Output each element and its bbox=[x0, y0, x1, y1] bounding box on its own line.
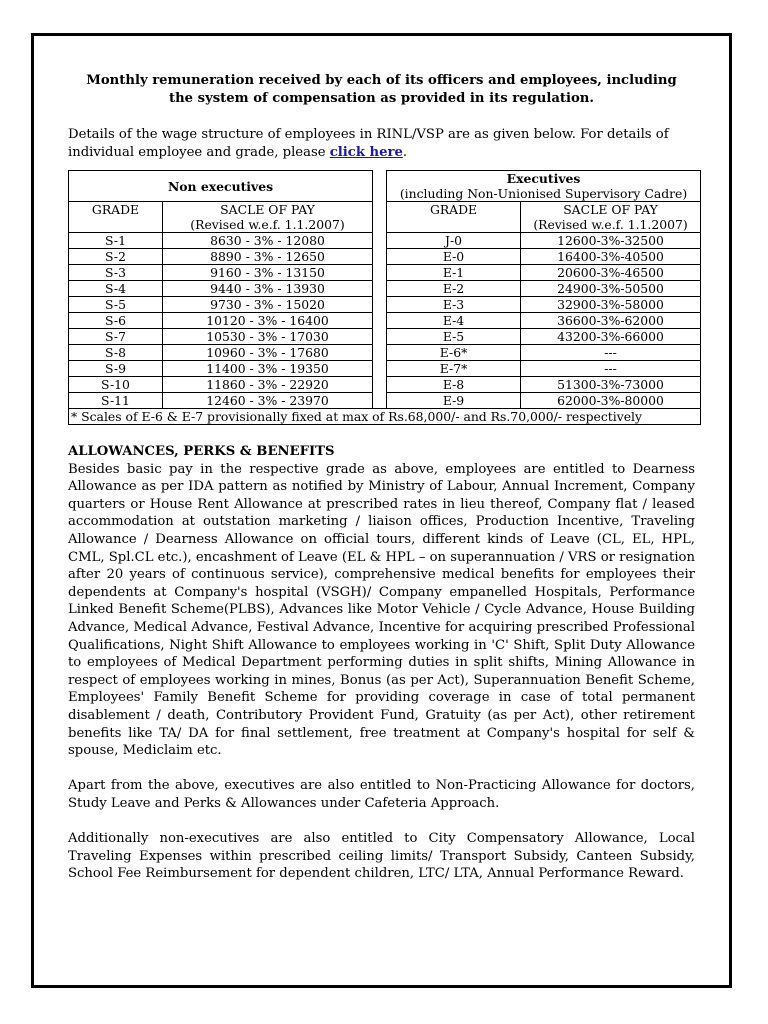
table-header-row-2 bbox=[69, 202, 701, 233]
executives-header bbox=[387, 171, 701, 202]
table-row bbox=[69, 361, 701, 377]
column-gap bbox=[373, 297, 387, 313]
non-exec-scale-cell: 11400 - 3% - 19350 bbox=[163, 361, 373, 377]
column-gap bbox=[373, 313, 387, 329]
non-exec-scale-cell: 9440 - 3% - 13930 bbox=[163, 281, 373, 297]
non-exec-grade-cell: S-3 bbox=[69, 265, 163, 281]
exec-scale-cell: 20600-3%-46500 bbox=[521, 265, 701, 281]
exec-grade-header: GRADE bbox=[387, 202, 521, 233]
non-exec-grade-cell: S-7 bbox=[69, 329, 163, 345]
exec-grade-cell: E-9 bbox=[387, 393, 521, 409]
table-row bbox=[69, 265, 701, 281]
table-header-row-1 bbox=[69, 171, 701, 202]
non-exec-scale-cell: 12460 - 3% - 23970 bbox=[163, 393, 373, 409]
exec-scale-cell: 16400-3%-40500 bbox=[521, 249, 701, 265]
exec-grade-cell: E-4 bbox=[387, 313, 521, 329]
non-exec-scale-cell: 8630 - 3% - 12080 bbox=[163, 233, 373, 249]
non-exec-scale-cell: 11860 - 3% - 22920 bbox=[163, 377, 373, 393]
column-gap bbox=[373, 249, 387, 265]
column-gap bbox=[373, 202, 387, 233]
executives-title: Executives bbox=[506, 171, 581, 186]
exec-grade-cell: E-3 bbox=[387, 297, 521, 313]
page-frame bbox=[31, 33, 732, 988]
exec-grade-cell: E-1 bbox=[387, 265, 521, 281]
non-exec-scale-header bbox=[163, 202, 373, 233]
exec-scale-cell: 12600-3%-32500 bbox=[521, 233, 701, 249]
non-exec-scale-cell: 10530 - 3% - 17030 bbox=[163, 329, 373, 345]
column-gap bbox=[373, 281, 387, 297]
column-gap bbox=[373, 171, 387, 202]
non-exec-scale-cell: 9160 - 3% - 13150 bbox=[163, 265, 373, 281]
non-executives-header: Non executives bbox=[69, 171, 373, 202]
non-exec-scale-cell: 9730 - 3% - 15020 bbox=[163, 297, 373, 313]
allowances-heading: ALLOWANCES, PERKS & BENEFITS bbox=[68, 444, 335, 459]
exec-grade-cell: E-6* bbox=[387, 345, 521, 361]
intro-end: . bbox=[402, 145, 408, 160]
exec-scale-cell: 62000-3%-80000 bbox=[521, 393, 701, 409]
executives-subtitle: (including Non-Unionised Supervisory Cadre) bbox=[399, 186, 688, 201]
exec-scale-cell: --- bbox=[521, 345, 701, 361]
revised-label: (Revised w.e.f. 1.1.2007) bbox=[533, 217, 688, 232]
revised-label: (Revised w.e.f. 1.1.2007) bbox=[190, 217, 345, 232]
table-footnote: * Scales of E-6 & E-7 provisionally fixed at max of Rs.68,000/- and Rs.70,000/- respectively bbox=[69, 409, 701, 425]
column-gap bbox=[373, 329, 387, 345]
exec-grade-cell: E-7* bbox=[387, 361, 521, 377]
scale-label: SACLE OF PAY bbox=[220, 202, 315, 217]
exec-scale-cell: 24900-3%-50500 bbox=[521, 281, 701, 297]
exec-scale-header bbox=[521, 202, 701, 233]
column-gap bbox=[373, 345, 387, 361]
non-exec-grade-cell: S-9 bbox=[69, 361, 163, 377]
column-gap bbox=[373, 233, 387, 249]
non-exec-grade-cell: S-11 bbox=[69, 393, 163, 409]
column-gap bbox=[373, 265, 387, 281]
table-row bbox=[69, 249, 701, 265]
intro-text: Details of the wage structure of employees in RINL/VSP are as given below. For details of individual employee and grade, please bbox=[68, 127, 669, 160]
exec-scale-cell: --- bbox=[521, 361, 701, 377]
wage-structure-table bbox=[68, 170, 701, 425]
exec-grade-cell: E-5 bbox=[387, 329, 521, 345]
column-gap bbox=[373, 393, 387, 409]
table-row bbox=[69, 313, 701, 329]
benefits-paragraph-1: Besides basic pay in the respective grade as above, employees are entitled to Dearness Allowance as per IDA pattern as notified by Ministry of Labour, Annual Increment, Company quarters or House Rent Allowance at prescribed rates in lieu thereof, Company flat / leased accommodation at outstation marketing / liaison offices, Production Incentive, Traveling Allowance / Dearness Allowance on official tours, different kinds of Leave (CL, EL, HPL, CML, Spl.CL etc.), encashment of Leave (EL & HPL – on superannuation / VRS or resignation after 20 years of continuous service), comprehensive medical benefits for employees their dependents at Company's hospital (VSGH)/ Company empanelled Hospitals, Performance Linked Benefit Scheme(PLBS), Advances like Motor Vehicle / Cycle Advance, House Building Advance, Medical Advance, Festival Advance, Incentive for acquiring prescribed Professional Qualifications, Night Shift Allowance to employees working in 'C' Shift, Split Duty Allowance to employees of Medical Department performing duties in split shifts, Mining Allowance in respect of employees working in mines, Bonus (as per Act), Superannuation Benefit Scheme, Employees' Family Benefit Scheme for providing coverage in case of total permanent disablement / death, Contributory Provident Fund, Gratuity (as per Act), other retirement benefits like TA/ DA for final settlement, free treatment at Company's hospital for self & spouse, Mediclaim etc. bbox=[68, 461, 695, 759]
non-exec-grade-cell: S-10 bbox=[69, 377, 163, 393]
table-row bbox=[69, 377, 701, 393]
non-exec-grade-cell: S-1 bbox=[69, 233, 163, 249]
non-exec-scale-cell: 10960 - 3% - 17680 bbox=[163, 345, 373, 361]
non-exec-grade-cell: S-6 bbox=[69, 313, 163, 329]
column-gap bbox=[373, 361, 387, 377]
document-title bbox=[68, 72, 695, 108]
non-exec-scale-cell: 10120 - 3% - 16400 bbox=[163, 313, 373, 329]
exec-scale-cell: 43200-3%-66000 bbox=[521, 329, 701, 345]
table-row bbox=[69, 329, 701, 345]
title-line-1: Monthly remuneration received by each of its officers and employees, including bbox=[86, 73, 677, 88]
exec-grade-cell: E-8 bbox=[387, 377, 521, 393]
benefits-paragraph-3: Additionally non-executives are also entitled to City Compensatory Allowance, Local Traveling Expenses within prescribed ceiling limits/ Transport Subsidy, Canteen Subsidy, School Fee Reimbursement for dependent children, LTC/ LTA, Annual Performance Reward. bbox=[68, 831, 695, 882]
exec-scale-cell: 51300-3%-73000 bbox=[521, 377, 701, 393]
exec-grade-cell: E-0 bbox=[387, 249, 521, 265]
non-exec-grade-cell: S-2 bbox=[69, 249, 163, 265]
table-row bbox=[69, 297, 701, 313]
column-gap bbox=[373, 377, 387, 393]
intro-paragraph bbox=[68, 126, 695, 162]
non-exec-grade-cell: S-8 bbox=[69, 345, 163, 361]
scale-label: SACLE OF PAY bbox=[563, 202, 658, 217]
table-row bbox=[69, 281, 701, 297]
non-exec-grade-cell: S-4 bbox=[69, 281, 163, 297]
exec-grade-cell: J-0 bbox=[387, 233, 521, 249]
table-row bbox=[69, 393, 701, 409]
document-body bbox=[68, 72, 695, 883]
table-row bbox=[69, 345, 701, 361]
non-exec-grade-cell: S-5 bbox=[69, 297, 163, 313]
non-exec-scale-cell: 8890 - 3% - 12650 bbox=[163, 249, 373, 265]
non-exec-grade-header: GRADE bbox=[69, 202, 163, 233]
exec-grade-cell: E-2 bbox=[387, 281, 521, 297]
table-row bbox=[69, 233, 701, 249]
table-footnote-row bbox=[69, 409, 701, 425]
title-line-2: the system of compensation as provided in its regulation. bbox=[169, 91, 594, 106]
click-here-link[interactable]: click here bbox=[329, 145, 403, 160]
exec-scale-cell: 32900-3%-58000 bbox=[521, 297, 701, 313]
benefits-paragraph-2: Apart from the above, executives are also entitled to Non-Practicing Allowance for doctors, Study Leave and Perks & Allowances under Cafeteria Approach. bbox=[68, 778, 695, 811]
exec-scale-cell: 36600-3%-62000 bbox=[521, 313, 701, 329]
